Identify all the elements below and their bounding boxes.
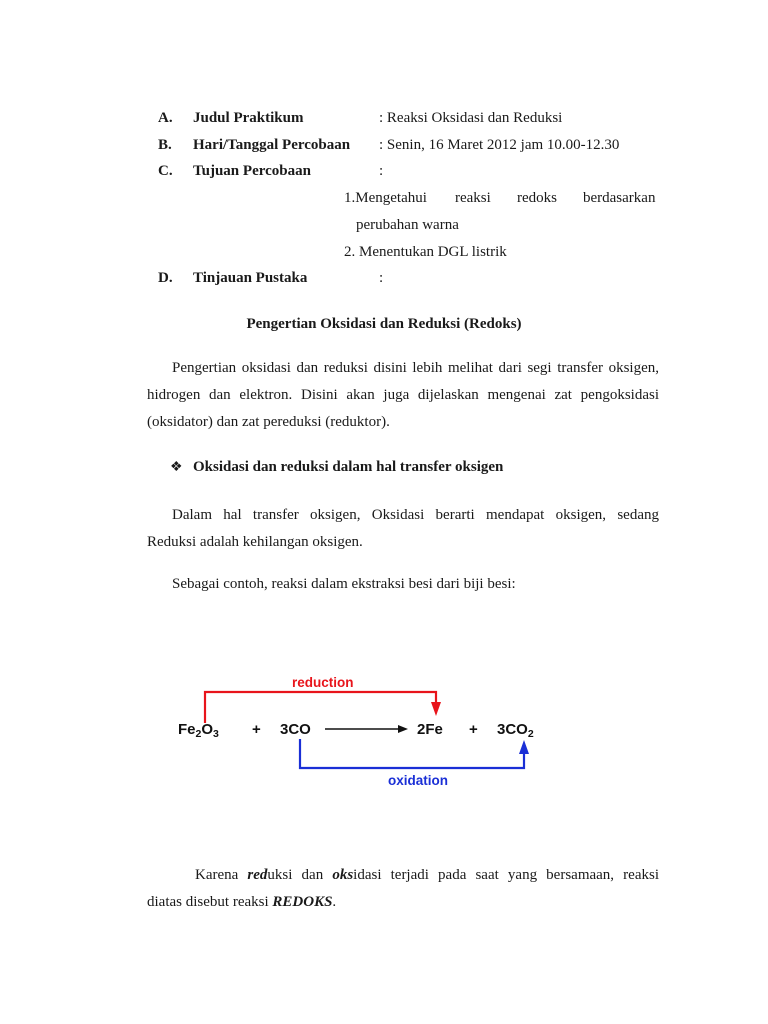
reaction-svg	[170, 668, 560, 792]
reactant-fe2o3: $Fe_2O_3$	[178, 721, 219, 740]
paragraph-example: Sebagai contoh, reaksi dalam ekstraksi besi dari biji besi:	[172, 576, 516, 592]
emphasis-oks: oks	[332, 867, 354, 883]
conclusion-text: Karena	[195, 867, 248, 883]
item-label: Tinjauan Pustaka	[193, 270, 308, 286]
conclusion-text: idasi terjadi pada saat yang bersamaan, reaksi	[353, 867, 659, 883]
tujuan-item2: 2. Menentukan DGL listrik	[344, 244, 507, 260]
plus-sign: +	[252, 721, 261, 738]
paragraph-line: (oksidator) dan zat pereduksi (reduktor).	[147, 414, 390, 430]
paragraph-line: Pengertian oksidasi dan reduksi disini lebih melihat dari segi transfer oksigen,	[172, 360, 659, 376]
plus-sign: +	[469, 721, 478, 738]
item-letter: D.	[158, 270, 173, 286]
emphasis-redoks: REDOKS	[272, 894, 333, 910]
reactant-3co: 3CO	[280, 721, 311, 738]
paragraph-line: hidrogen dan elektron. Disini akan juga dijelaskan mengenai zat pengoksidasi	[147, 387, 659, 403]
reduction-bracket	[205, 692, 436, 723]
item-value: : Reaksi Oksidasi dan Reduksi	[379, 110, 563, 126]
product-3co2: $3CO_2$	[497, 721, 534, 740]
paragraph-transfer	[147, 502, 659, 556]
tujuan-word: redoks	[517, 190, 557, 206]
conclusion-text: diatas disebut reaksi	[147, 894, 273, 910]
item-label: Hari/Tanggal Percobaan	[193, 137, 351, 153]
conclusion-text: uksi dan	[267, 867, 333, 883]
tujuan-word: berdasarkan	[583, 190, 656, 206]
reduction-arrowhead	[431, 702, 441, 716]
product-2fe: 2Fe	[417, 721, 443, 738]
reduction-label: reduction	[292, 675, 354, 690]
conclusion-text: .	[332, 894, 337, 910]
item-letter: A.	[158, 110, 173, 126]
emphasis-red: red	[247, 867, 268, 883]
diamond-bullet-icon: ❖	[170, 460, 183, 475]
tujuan-word: 1.Mengetahui	[344, 190, 427, 206]
paragraph-line: Reduksi adalah kehilangan oksigen.	[147, 534, 363, 550]
paragraph-conclusion	[147, 862, 659, 916]
item-letter: C.	[158, 163, 173, 179]
item-letter: B.	[158, 137, 172, 153]
oxidation-arrowhead	[519, 740, 529, 754]
section-title: Pengertian Oksidasi dan Reduksi (Redoks)	[246, 316, 522, 332]
oxidation-bracket	[300, 739, 524, 768]
item-value: : Senin, 16 Maret 2012 jam 10.00-12.30	[379, 137, 620, 153]
bullet-title: Oksidasi dan reduksi dalam hal transfer oksigen	[193, 459, 504, 475]
oxidation-label: oxidation	[388, 773, 448, 788]
tujuan-word: reaksi	[455, 190, 491, 206]
item-value: :	[379, 163, 384, 179]
paragraph-intro	[147, 355, 659, 436]
item-label: Judul Praktikum	[193, 110, 304, 126]
paragraph-line: Dalam hal transfer oksigen, Oksidasi berarti mendapat oksigen, sedang	[172, 507, 659, 523]
reaction-arrowhead	[398, 725, 408, 733]
item-label: Tujuan Percobaan	[193, 163, 311, 179]
item-value: :	[379, 270, 384, 286]
redox-diagram	[170, 668, 560, 792]
tujuan-item1-cont: perubahan warna	[356, 217, 459, 233]
